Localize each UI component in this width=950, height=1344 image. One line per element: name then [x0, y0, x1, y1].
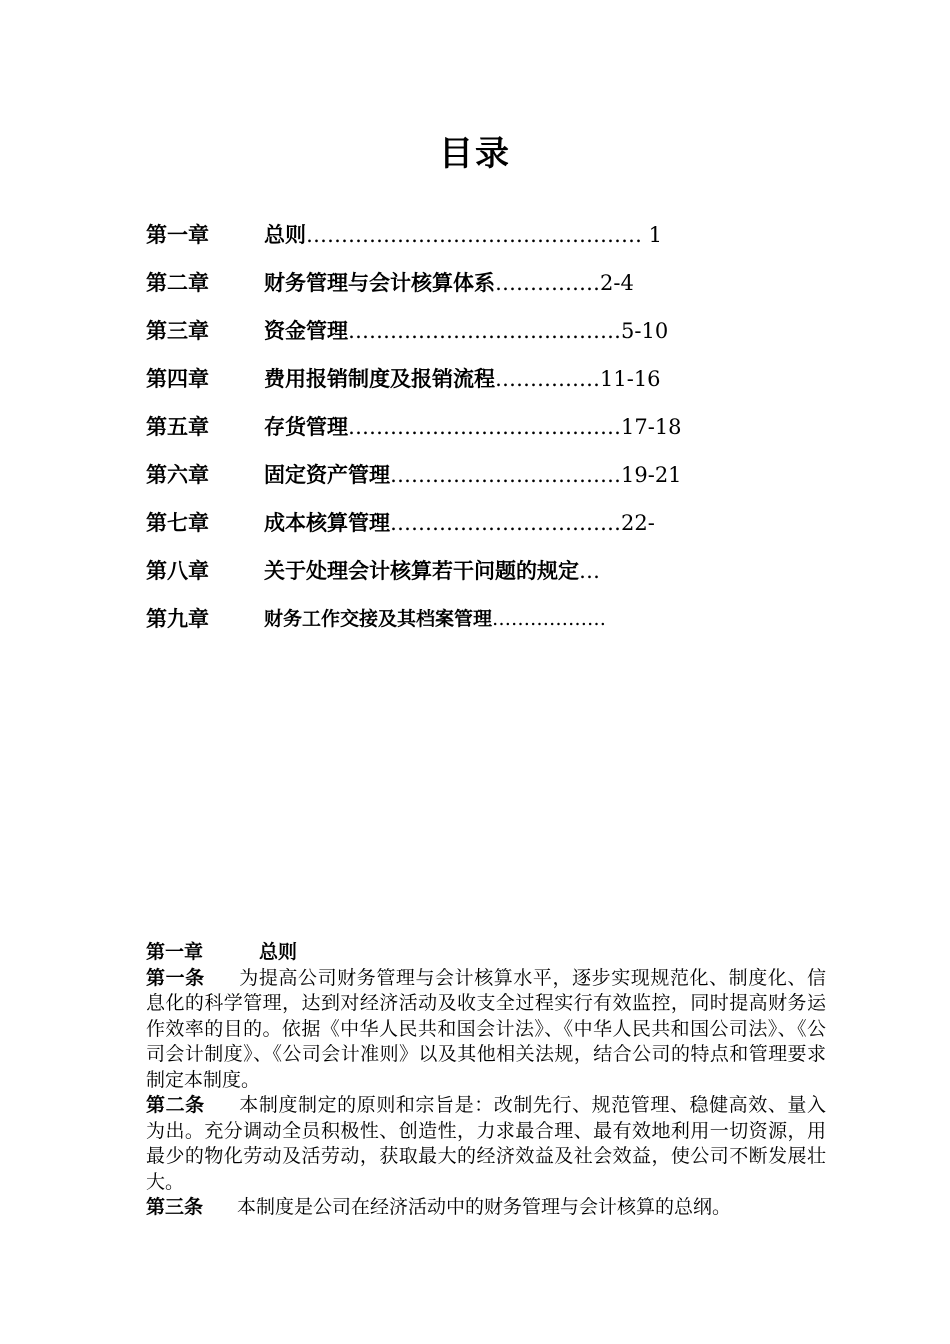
- toc-chapter-number: 第八章: [146, 559, 209, 583]
- toc-page-range: 5-10: [621, 319, 669, 343]
- toc-chapter-number: 第五章: [146, 415, 209, 439]
- article-text: 本制度是公司在经济活动中的财务管理与会计核算的总纲。: [237, 1196, 732, 1218]
- article-paragraph: [146, 966, 826, 1094]
- chapter-heading-title: 总则: [259, 941, 298, 963]
- article-label: 第一条: [146, 966, 205, 989]
- toc-chapter-title: 资金管理…………………………………5-10: [264, 319, 669, 343]
- toc-chapter-number: 第九章: [146, 607, 209, 631]
- toc-chapter-title: 财务工作交接及其档案管理………………: [264, 608, 607, 630]
- toc-chapter-number: 第七章: [146, 511, 209, 535]
- toc-page-range: 17-18: [621, 415, 682, 439]
- toc-chapter-title: 存货管理…………………………………17-18: [264, 415, 682, 439]
- toc-leader: ……………: [495, 271, 600, 295]
- toc-page-range: 19-21: [621, 463, 682, 487]
- toc-page-range: 11-16: [600, 367, 661, 391]
- toc-chapter-number: 第三章: [146, 319, 209, 343]
- article-paragraph: [146, 1093, 826, 1195]
- toc-page-range: 22-: [621, 511, 655, 535]
- toc-chapter-title: 总则………………………………………… 1: [264, 223, 663, 247]
- toc-leader: ………………: [492, 608, 607, 630]
- chapter-heading-number: 第一章: [146, 941, 204, 963]
- toc-chapter-title: 成本核算管理……………………………22-: [264, 511, 655, 535]
- toc-leader: …: [579, 559, 600, 583]
- toc-leader: …………………………………: [348, 319, 621, 343]
- article-label: 第三条: [146, 1196, 204, 1218]
- toc-leader: …………………………………: [348, 415, 621, 439]
- toc-leader: ……………………………: [390, 511, 621, 535]
- toc-chapter-title: 财务管理与会计核算体系……………2-4: [264, 271, 634, 295]
- toc-chapter-title: 关于处理会计核算若干问题的规定…: [264, 559, 600, 583]
- toc-leader: ……………: [495, 367, 600, 391]
- toc-leader: …………………………………………: [306, 223, 642, 247]
- chapter-heading: [146, 940, 826, 966]
- article-text: 本制度制定的原则和宗旨是：改制先行、规范管理、稳健高效、量入为出。充分调动全员积极性、创造性，力求最合理、最有效地利用一切资源，用最少的物化劳动及活劳动，获取最大的经济效益及社会效益，使公司不断发展壮大。: [146, 1094, 826, 1193]
- toc-chapter-title: 固定资产管理……………………………19-21: [264, 463, 682, 487]
- toc-leader: ……………………………: [390, 463, 621, 487]
- toc-page-range: 2-4: [600, 271, 634, 295]
- toc-title: 目录: [439, 134, 511, 174]
- toc-page-range: 1: [642, 223, 663, 247]
- toc-chapter-title: 费用报销制度及报销流程……………11-16: [264, 367, 661, 391]
- chapter-one-section: [146, 940, 826, 1221]
- article-paragraph: [146, 1195, 826, 1221]
- toc-chapter-number: 第六章: [146, 463, 209, 487]
- article-label: 第二条: [146, 1094, 205, 1116]
- toc-chapter-number: 第二章: [146, 271, 209, 295]
- toc-chapter-number: 第四章: [146, 367, 209, 391]
- toc-chapter-number: 第一章: [146, 223, 209, 247]
- article-text: 为提高公司财务管理与会计核算水平，逐步实现规范化、制度化、信息化的科学管理，达到对经济活动及收支全过程实行有效监控，同时提高财务运作效率的目的。依据《中华人民共和国会计法》、《中华人民共和国公司法》、《公司会计制度》、《公司会计准则》以及其他相关法规，结合公司的特点和管理要求制定本制度。: [146, 966, 826, 1091]
